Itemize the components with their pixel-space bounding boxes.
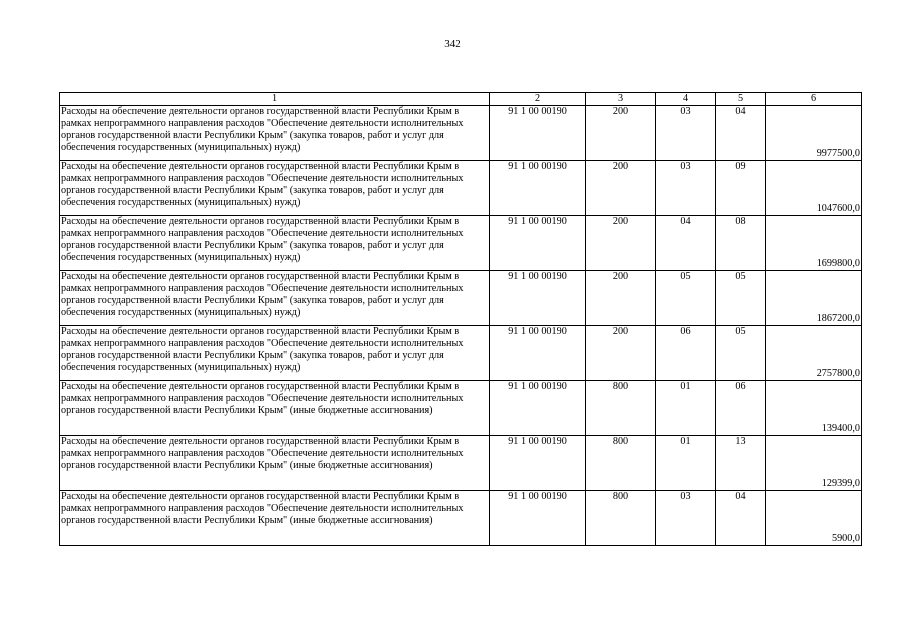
table-row <box>60 216 862 271</box>
row-expense-type: 200 <box>586 326 656 381</box>
row-subsection: 04 <box>716 106 766 161</box>
row-code: 91 1 00 00190 <box>490 271 586 326</box>
row-code: 91 1 00 00190 <box>490 326 586 381</box>
row-description: Расходы на обеспечение деятельности органов государственной власти Республики Крым в рамках непрограммного направления расходов "Обеспечение деятельности исполнительных органов государственной власти Республики Крым" (закупка товаров, работ и услуг для обеспечения государственных (муниципальных) нужд) <box>60 106 490 161</box>
row-section: 05 <box>656 271 716 326</box>
row-description: Расходы на обеспечение деятельности органов государственной власти Республики Крым в рамках непрограммного направления расходов "Обеспечение деятельности исполнительных органов государственной власти Республики Крым" (иные бюджетные ассигнования) <box>60 381 490 436</box>
row-code: 91 1 00 00190 <box>490 491 586 546</box>
row-section: 04 <box>656 216 716 271</box>
row-description: Расходы на обеспечение деятельности органов государственной власти Республики Крым в рамках непрограммного направления расходов "Обеспечение деятельности исполнительных органов государственной власти Республики Крым" (иные бюджетные ассигнования) <box>60 491 490 546</box>
row-description: Расходы на обеспечение деятельности органов государственной власти Республики Крым в рамках непрограммного направления расходов "Обеспечение деятельности исполнительных органов государственной власти Республики Крым" (закупка товаров, работ и услуг для обеспечения государственных (муниципальных) нужд) <box>60 216 490 271</box>
row-section: 01 <box>656 381 716 436</box>
row-code: 91 1 00 00190 <box>490 436 586 491</box>
row-code: 91 1 00 00190 <box>490 106 586 161</box>
column-header: 3 <box>586 93 656 106</box>
row-section: 06 <box>656 326 716 381</box>
table-row <box>60 381 862 436</box>
row-code: 91 1 00 00190 <box>490 216 586 271</box>
row-section: 03 <box>656 491 716 546</box>
column-header: 1 <box>60 93 490 106</box>
row-section: 03 <box>656 106 716 161</box>
row-subsection: 04 <box>716 491 766 546</box>
row-expense-type: 800 <box>586 491 656 546</box>
row-subsection: 06 <box>716 381 766 436</box>
row-section: 01 <box>656 436 716 491</box>
row-amount: 129399,0 <box>766 436 862 491</box>
row-subsection: 05 <box>716 271 766 326</box>
row-amount: 5900,0 <box>766 491 862 546</box>
row-subsection: 05 <box>716 326 766 381</box>
column-header: 4 <box>656 93 716 106</box>
row-expense-type: 200 <box>586 106 656 161</box>
row-amount: 139400,0 <box>766 381 862 436</box>
row-subsection: 09 <box>716 161 766 216</box>
row-subsection: 13 <box>716 436 766 491</box>
row-description: Расходы на обеспечение деятельности органов государственной власти Республики Крым в рамках непрограммного направления расходов "Обеспечение деятельности исполнительных органов государственной власти Республики Крым" (закупка товаров, работ и услуг для обеспечения государственных (муниципальных) нужд) <box>60 326 490 381</box>
row-subsection: 08 <box>716 216 766 271</box>
row-amount: 1047600,0 <box>766 161 862 216</box>
row-description: Расходы на обеспечение деятельности органов государственной власти Республики Крым в рамках непрограммного направления расходов "Обеспечение деятельности исполнительных органов государственной власти Республики Крым" (иные бюджетные ассигнования) <box>60 436 490 491</box>
row-amount: 9977500,0 <box>766 106 862 161</box>
table-row <box>60 106 862 161</box>
row-amount: 1699800,0 <box>766 216 862 271</box>
row-code: 91 1 00 00190 <box>490 161 586 216</box>
table-row <box>60 271 862 326</box>
row-amount: 2757800,0 <box>766 326 862 381</box>
page-number: 342 <box>444 38 461 50</box>
table-row <box>60 326 862 381</box>
row-expense-type: 800 <box>586 381 656 436</box>
column-header: 2 <box>490 93 586 106</box>
row-description: Расходы на обеспечение деятельности органов государственной власти Республики Крым в рамках непрограммного направления расходов "Обеспечение деятельности исполнительных органов государственной власти Республики Крым" (закупка товаров, работ и услуг для обеспечения государственных (муниципальных) нужд) <box>60 271 490 326</box>
table-row <box>60 436 862 491</box>
column-header: 6 <box>766 93 862 106</box>
table-header-row <box>60 93 862 106</box>
table-row <box>60 161 862 216</box>
row-expense-type: 800 <box>586 436 656 491</box>
row-section: 03 <box>656 161 716 216</box>
row-expense-type: 200 <box>586 271 656 326</box>
row-expense-type: 200 <box>586 161 656 216</box>
row-amount: 1867200,0 <box>766 271 862 326</box>
row-description: Расходы на обеспечение деятельности органов государственной власти Республики Крым в рамках непрограммного направления расходов "Обеспечение деятельности исполнительных органов государственной власти Республики Крым" (закупка товаров, работ и услуг для обеспечения государственных (муниципальных) нужд) <box>60 161 490 216</box>
budget-table <box>59 92 862 546</box>
row-expense-type: 200 <box>586 216 656 271</box>
row-code: 91 1 00 00190 <box>490 381 586 436</box>
table-row <box>60 491 862 546</box>
column-header: 5 <box>716 93 766 106</box>
